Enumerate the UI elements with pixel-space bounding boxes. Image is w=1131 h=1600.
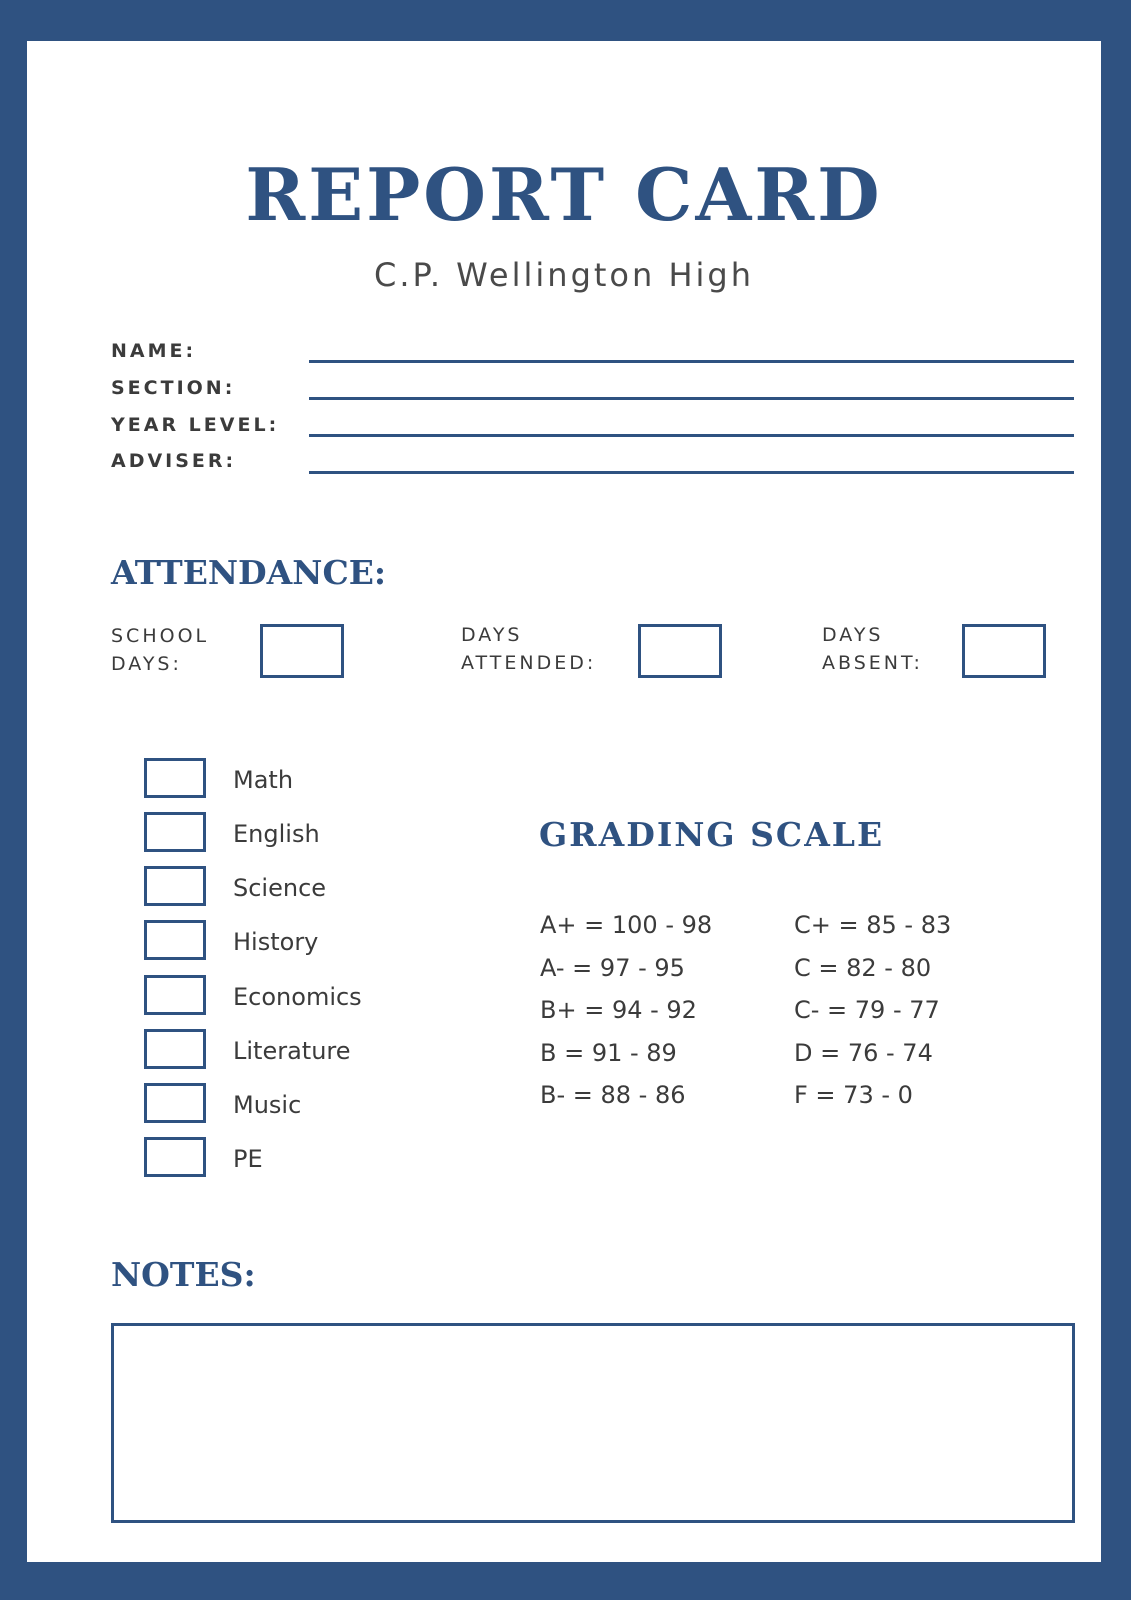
subject-checkbox-english[interactable] xyxy=(144,812,206,852)
section-label: SECTION: xyxy=(111,377,236,399)
days-attended-box[interactable] xyxy=(638,624,722,678)
grading-scale-heading: GRADING SCALE xyxy=(539,815,885,854)
grade-a-minus: A- = 97 - 95 xyxy=(540,954,685,982)
subject-checkbox-pe[interactable] xyxy=(144,1137,206,1177)
name-label: NAME: xyxy=(111,340,197,362)
adviser-label: ADVISER: xyxy=(111,450,237,472)
subject-checkbox-math[interactable] xyxy=(144,758,206,798)
subject-checkbox-music[interactable] xyxy=(144,1083,206,1123)
days-absent-label-line1: DAYS xyxy=(822,624,884,646)
grade-c-plus: C+ = 85 - 83 xyxy=(794,911,952,939)
school-days-box[interactable] xyxy=(260,624,344,678)
grade-d: D = 76 - 74 xyxy=(794,1039,933,1067)
subject-label-literature: Literature xyxy=(233,1037,351,1065)
report-card-sheet xyxy=(27,41,1101,1562)
school-name: C.P. Wellington High xyxy=(373,256,754,294)
grade-b-plus: B+ = 94 - 92 xyxy=(540,996,697,1024)
grade-b: B = 91 - 89 xyxy=(540,1039,677,1067)
days-attended-label-line2: ATTENDED: xyxy=(461,652,597,674)
subject-label-pe: PE xyxy=(233,1145,263,1173)
subject-label-science: Science xyxy=(233,874,327,902)
grade-a-plus: A+ = 100 - 98 xyxy=(540,911,713,939)
subject-checkbox-science[interactable] xyxy=(144,866,206,906)
days-absent-label-line2: ABSENT: xyxy=(822,652,923,674)
subject-checkbox-literature[interactable] xyxy=(144,1029,206,1069)
subject-label-math: Math xyxy=(233,766,294,794)
year-level-label: YEAR LEVEL: xyxy=(111,414,280,436)
page-title: REPORT CARD xyxy=(245,152,883,237)
subject-checkbox-history[interactable] xyxy=(144,920,206,960)
section-field-line[interactable] xyxy=(309,397,1074,400)
school-days-label-line2: DAYS: xyxy=(111,653,182,675)
subject-label-music: Music xyxy=(233,1091,302,1119)
days-attended-label xyxy=(461,621,596,677)
grade-c: C = 82 - 80 xyxy=(794,954,932,982)
school-days-label-line1: SCHOOL xyxy=(111,625,210,647)
adviser-field-line[interactable] xyxy=(309,471,1074,474)
days-absent-label xyxy=(822,621,923,677)
days-absent-box[interactable] xyxy=(962,624,1046,678)
name-field-line[interactable] xyxy=(309,360,1074,363)
subject-checkbox-economics[interactable] xyxy=(144,975,206,1015)
subject-label-history: History xyxy=(233,928,319,956)
subject-label-english: English xyxy=(233,820,320,848)
year-level-field-line[interactable] xyxy=(309,434,1074,437)
notes-heading: NOTES: xyxy=(111,1255,256,1294)
notes-box[interactable] xyxy=(111,1323,1075,1523)
grade-c-minus: C- = 79 - 77 xyxy=(794,996,940,1024)
days-attended-label-line1: DAYS xyxy=(461,624,523,646)
subject-label-economics: Economics xyxy=(233,983,362,1011)
attendance-heading: ATTENDANCE: xyxy=(111,553,387,592)
school-days-label xyxy=(111,622,209,678)
grade-b-minus: B- = 88 - 86 xyxy=(540,1081,686,1109)
grade-f: F = 73 - 0 xyxy=(794,1081,913,1109)
